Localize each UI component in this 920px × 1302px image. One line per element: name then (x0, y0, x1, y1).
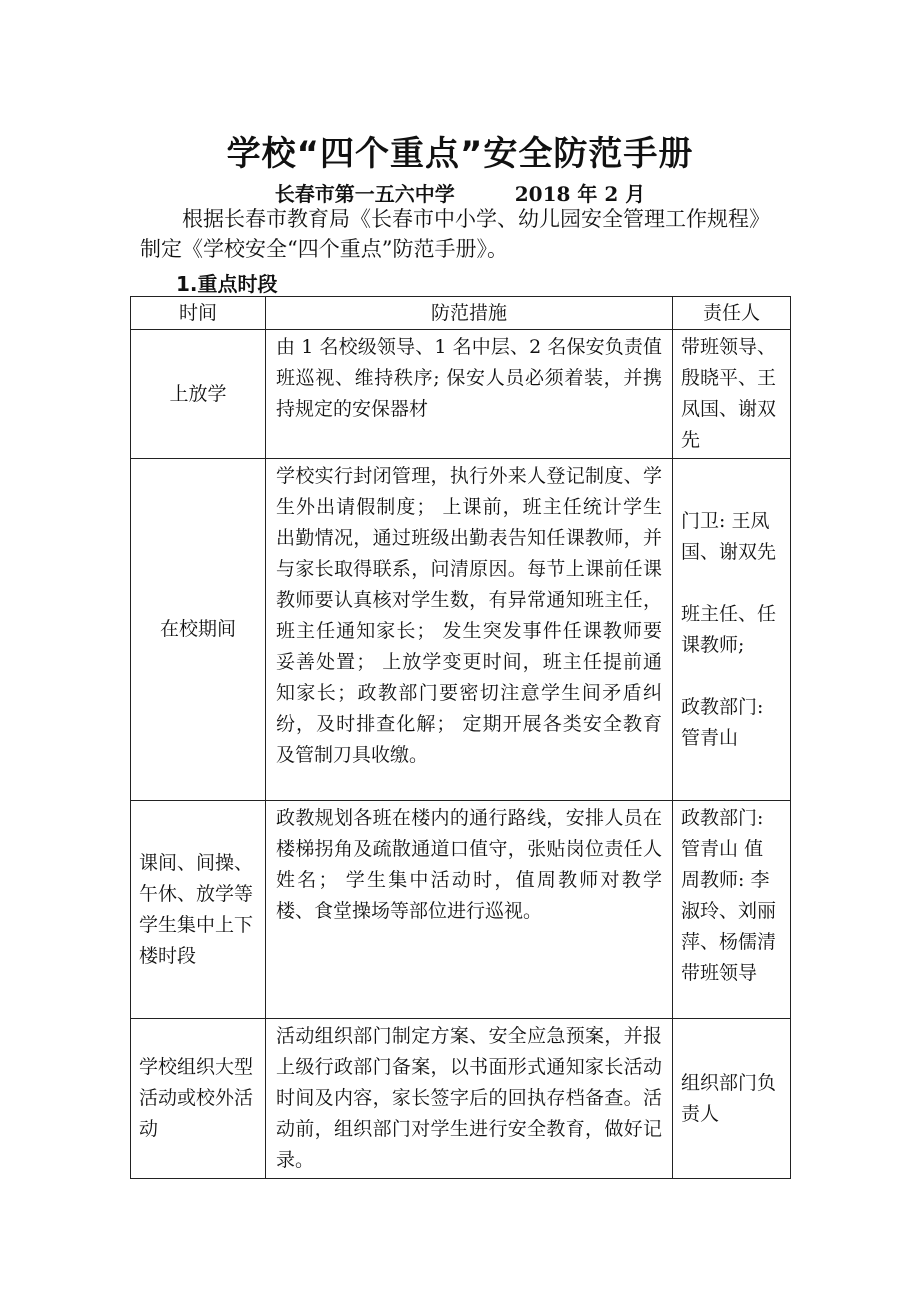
owner-line: 带班领导、殷晓平、王凤国、谢双先 (681, 336, 777, 451)
row-time: 课间、间操、午休、放学等学生集中上下楼时段 (131, 801, 266, 1019)
owner-line: 政教部门: 管青山 (681, 807, 764, 860)
row-measure: 由 1 名校级领导、1 名中层、2 名保安负责值班巡视、维持秩序; 保安人员必须着装，并携持规定的安保器材 (266, 330, 673, 459)
header-measures: 防范措施 (266, 297, 673, 330)
table-row (131, 330, 791, 459)
row-time: 学校组织大型活动或校外活动 (131, 1019, 266, 1179)
owner-line: 班主任、任课教师; (681, 602, 777, 656)
owner-line: 值周教师: 李淑玲、刘丽萍、杨儒清 (681, 838, 777, 953)
row-time: 在校期间 (131, 459, 266, 801)
row-measure: 活动组织部门制定方案、安全应急预案，并报上级行政部门备案，以书面形式通知家长活动时间及内容，家长签字后的回执存档备查。活动前，组织部门对学生进行安全教育，做好记录。 (266, 1019, 673, 1179)
document-subtitle (0, 178, 920, 207)
row-measure: 政教规划各班在楼内的通行路线，安排人员在楼梯拐角及疏散通道口值守，张贴岗位责任人姓名； 学生集中活动时，值周教师对教学楼、食堂操场等部位进行巡视。 (266, 801, 673, 1019)
row-measure: 学校实行封闭管理，执行外来人登记制度、学生外出请假制度； 上课前，班主任统计学生出勤情况，通过班级出勤表告知任课教师，并与家长取得联系，问清原因。每节上课前任课教师要认真核对学生数，有异常通知班主任，班主任通知家长； 发生突发事件任课教师要妥善处置； 上放学变更时间，班主任提前通知家长；政教部门要密切注意学生间矛盾纠纷，及时排查化解； 定期开展各类安全教育及管制刀具收缴。 (266, 459, 673, 801)
document-date: 2018 年 2 月 (514, 182, 646, 206)
section-heading: 1.重点时段 (176, 272, 278, 296)
row-owner (673, 801, 791, 1019)
owner-line: 政教部门: 管青山 (681, 695, 764, 749)
owner-line: 带班领导 (681, 962, 758, 984)
key-periods-table (130, 296, 791, 1179)
row-time: 上放学 (131, 330, 266, 459)
document-title: 学校“四个重点”安全防范手册 (226, 134, 694, 174)
intro-paragraph: 根据长春市教育局《长春市中小学、幼儿园安全管理工作规程》制定《学校安全“四个重点”防范手册》。 (140, 207, 770, 261)
row-owner (673, 330, 791, 459)
owner-line: 门卫: 王凤国、谢双先 (681, 509, 777, 563)
table-row (131, 801, 791, 1019)
row-owner (673, 459, 791, 801)
header-time: 时间 (131, 297, 266, 330)
row-owner (673, 1019, 791, 1179)
table-row (131, 459, 791, 801)
owner-line: 组织部门负责人 (681, 1071, 777, 1125)
school-name: 长春市第一五六中学 (274, 182, 455, 206)
header-owner: 责任人 (673, 297, 791, 330)
table-header-row (131, 297, 791, 330)
table-row (131, 1019, 791, 1179)
